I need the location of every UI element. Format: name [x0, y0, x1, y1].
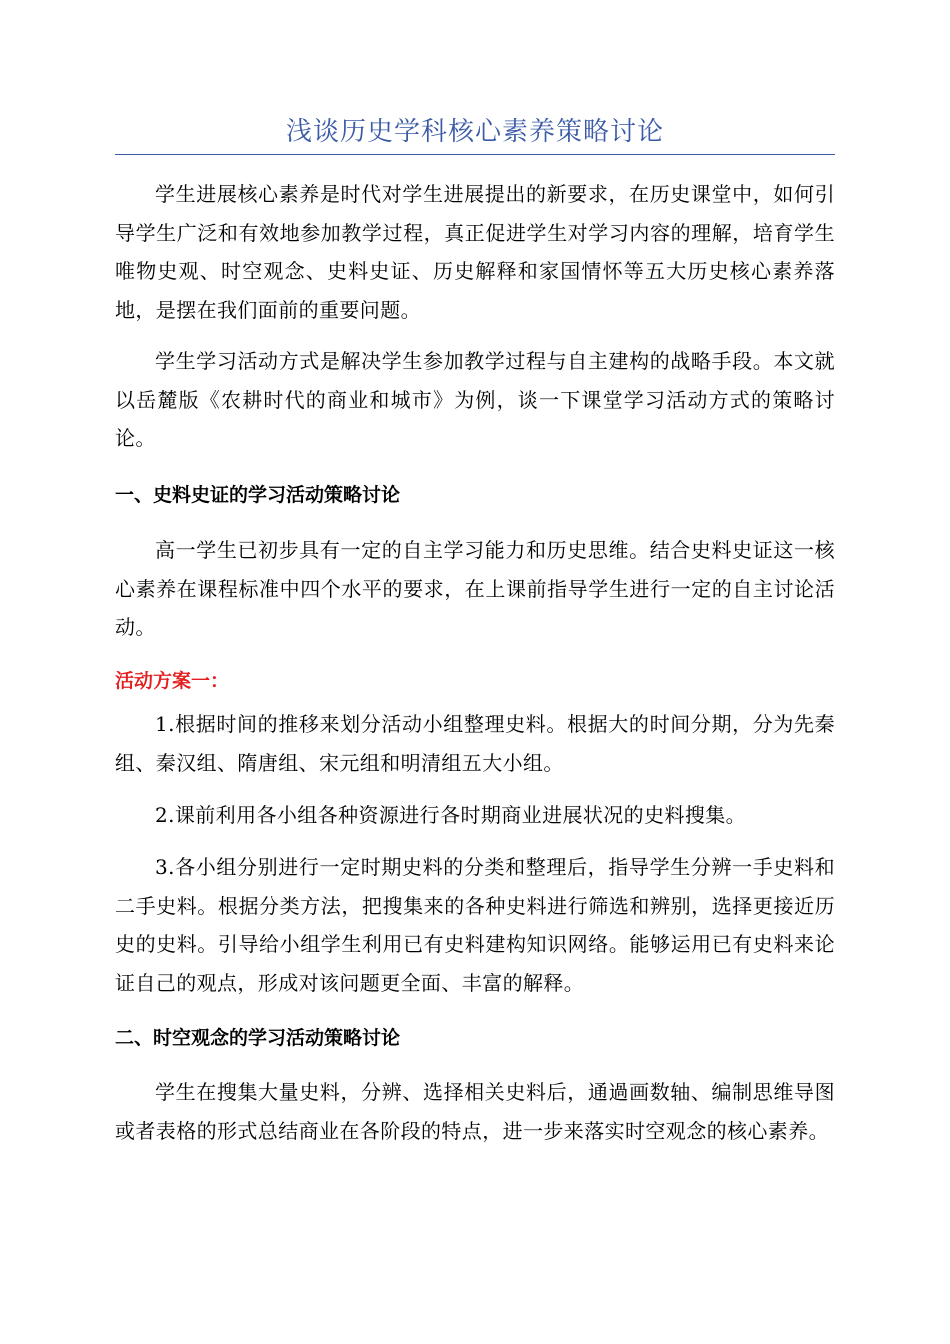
activity-plan-heading: 活动方案一：	[115, 670, 230, 692]
intro-paragraph-2: 学生学习活动方式是解决学生参加教学过程与自主建构的战略手段。本文就以岳麓版《农耕时代的商业和城市》为例，谈一下课堂学习活动方式的策略讨论。	[115, 349, 835, 450]
activity-step-2: 2.课前利用各小组各种资源进行各时期商业进展状况的史料搜集。	[155, 803, 747, 827]
section-2-heading: 二、时空观念的学习活动策略讨论	[115, 1027, 401, 1049]
section-1-paragraph: 高一学生已初步具有一定的自主学习能力和历史思维。结合史料史证这一核心素养在课程标准中四个水平的要求，在上课前指导学生进行一定的自主讨论活动。	[115, 538, 835, 639]
section-2-paragraph: 学生在搜集大量史料，分辨、选择相关史料后，通過画数轴、编制思维导图或者表格的形式总结商业在各阶段的特点，进一步来落实时空观念的核心素养。	[115, 1080, 835, 1143]
title-underline	[115, 154, 835, 155]
document-title: 浅谈历史学科核心素养策略讨论	[285, 117, 664, 147]
section-1-heading: 一、史料史证的学习活动策略讨论	[115, 484, 401, 506]
intro-paragraph-1: 学生进展核心素养是时代对学生进展提出的新要求，在历史课堂中，如何引导学生广泛和有效地参加教学过程，真正促进学生对学习内容的理解，培育学生唯物史观、时空观念、史料史证、历史解释和家国情怀等五大历史核心素养落地，是摆在我们面前的重要问题。	[115, 182, 835, 322]
activity-step-1: 1.根据时间的推移来划分活动小组整理史料。根据大的时间分期，分为先秦组、秦汉组、隋唐组、宋元组和明清组五大小组。	[115, 712, 835, 775]
activity-step-3: 3.各小组分别进行一定时期史料的分类和整理后，指导学生分辨一手史料和二手史料。根据分类方法，把搜集来的各种史料进行筛选和辨别，选择更接近历史的史料。引导给小组学生利用已有史料建构知识网络。能够运用已有史料来论证自己的观点，形成对该问题更全面、丰富的解释。	[115, 855, 835, 995]
